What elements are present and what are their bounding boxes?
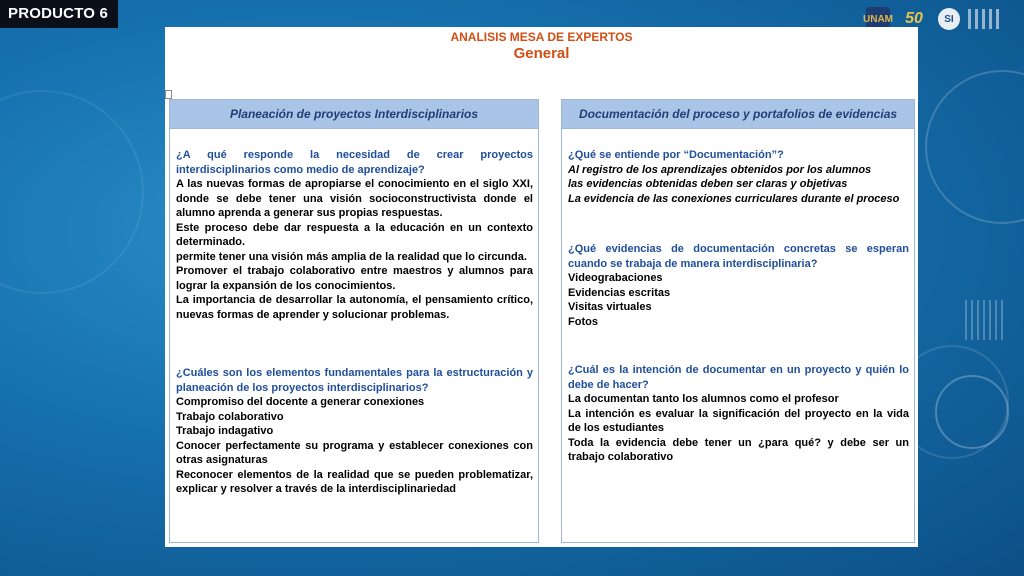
planning-answer: Promover el trabajo colaborativo entre maestros y alumnos para lograr la expansión de los conocimientos. <box>176 265 533 292</box>
documentation-question-1: ¿Qué se entiende por “Documentación”? <box>568 149 784 161</box>
planning-question-1: ¿A qué responde la necesidad de crear proyectos interdisciplinarios como medio de aprendizaje? <box>176 149 533 176</box>
unam-logo: UNAM <box>866 7 890 31</box>
documentation-column-header: Documentación del proceso y portafolios de evidencias <box>562 100 914 129</box>
documentation-answer: las evidencias obtenidas deben ser claras y objetivas <box>568 178 848 190</box>
slide-badge: PRODUCTO 6 <box>0 0 118 28</box>
planning-answer: permite tener una visión más amplia de la realidad que lo circunda. <box>176 250 527 263</box>
planning-element: Trabajo colaborativo <box>176 410 284 423</box>
planning-answer: Este proceso debe dar respuesta a la educación en un contexto determinado. <box>176 221 533 248</box>
fifty-years-logo: 50 <box>905 10 923 27</box>
planning-column-header: Planeación de proyectos Interdisciplinarios <box>170 100 538 129</box>
evidence-item: Visitas virtuales <box>568 301 652 313</box>
planning-element: Reconocer elementos de la realidad que se pueden problematizar, explicar y resolver a través de la interdisciplinariedad <box>176 468 533 495</box>
planning-column <box>169 99 539 543</box>
planning-answer: La importancia de desarrollar la autonomía, el pensamiento crítico, nuevas formas de aprender y solucionar problemas. <box>176 294 533 321</box>
evidence-item: Videograbaciones <box>568 272 663 284</box>
documentation-answer: La evidencia de las conexiones curriculares durante el proceso <box>568 192 900 205</box>
planning-question-2: ¿Cuáles son los elementos fundamentales para la estructuración y planeación de los proyectos interdisciplinarios? <box>176 367 533 394</box>
planning-answer: A las nuevas formas de apropiarse el conocimiento en el siglo XXI, donde se debe tener una visión socioconstructivista donde el alumno aprenda a generar sus propias respuestas. <box>176 178 533 219</box>
documentation-intent: La documentan tanto los alumnos como el profesor <box>568 393 839 405</box>
decorative-bars-logo <box>968 9 1002 29</box>
slide-subtitle: General <box>513 45 570 62</box>
evidence-item: Evidencias escritas <box>568 286 671 299</box>
decorative-circle <box>0 90 144 294</box>
planning-element: Compromiso del docente a generar conexiones <box>176 396 425 408</box>
documentation-column <box>561 99 915 543</box>
slide-title: ANALISIS MESA DE EXPERTOS <box>450 30 633 44</box>
documentation-intent: La intención es evaluar la significación del proyecto en la vida de los estudiantes <box>568 407 909 434</box>
documentation-intent: Toda la evidencia debe tener un ¿para qué? y debe ser un trabajo colaborativo <box>568 436 909 463</box>
decorative-lines <box>965 300 1005 340</box>
anchor-marker <box>165 90 172 99</box>
decorative-circle <box>925 70 1024 224</box>
planning-element: Conocer perfectamente su programa y establecer conexiones con otras asignaturas <box>176 439 533 466</box>
evidence-item: Fotos <box>568 315 598 328</box>
documentation-question-2: ¿Qué evidencias de documentación concretas se esperan cuando se trabaja de manera interdisciplinaria? <box>568 243 909 270</box>
documentation-answer: Al registro de los aprendizajes obtenidos por los alumnos <box>568 163 872 176</box>
documentation-question-3: ¿Cuál es la intención de documentar en un proyecto y quién lo debe de hacer? <box>568 364 909 391</box>
planning-element: Trabajo indagativo <box>176 425 274 437</box>
slide-content <box>165 27 918 547</box>
si-logo: SI <box>938 8 960 30</box>
